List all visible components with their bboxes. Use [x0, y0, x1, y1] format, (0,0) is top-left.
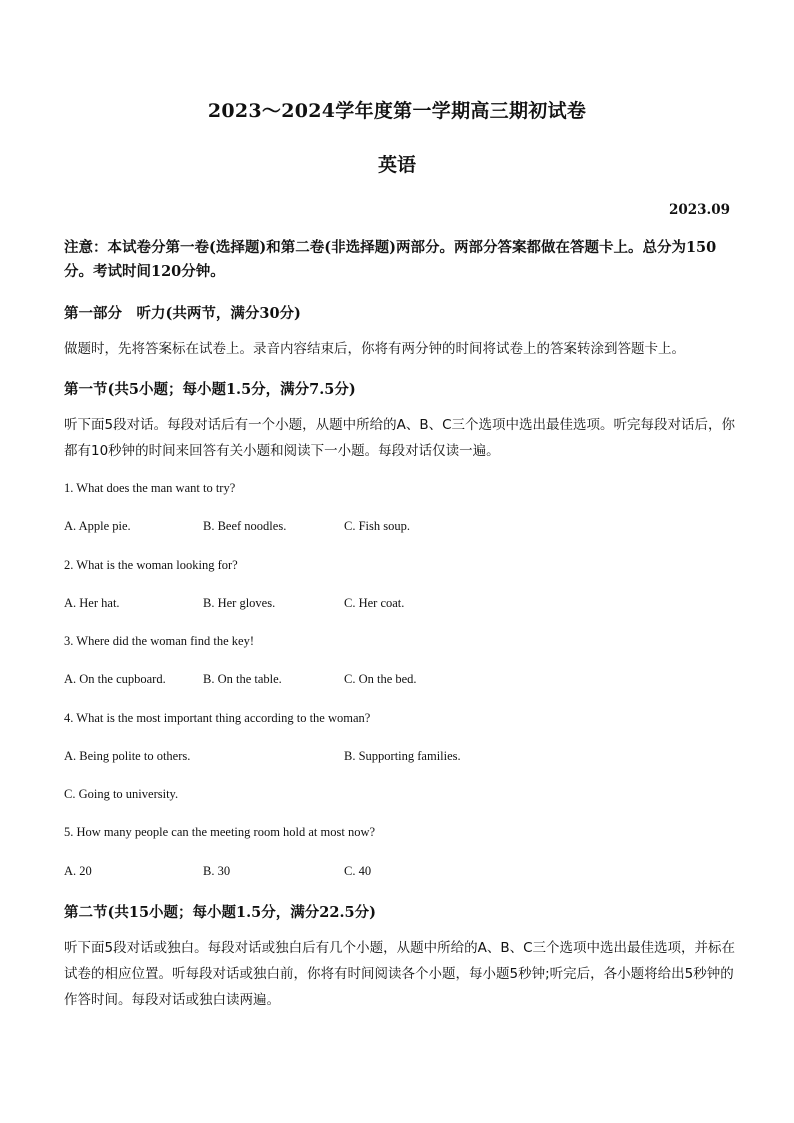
question-3-option-a: A. On the cupboard.	[64, 672, 166, 686]
question-3-option-c: C. On the bed.	[344, 672, 417, 686]
question-1-stem: 1. What does the man want to try?	[64, 481, 236, 495]
question-3-stem: 3. Where did the woman find the key!	[64, 634, 254, 648]
part1-instruction: 做题时，先将答案标在试卷上。录音内容结束后，你将有两分钟的时间将试卷上的答案转涂到答题卡上。	[64, 341, 685, 357]
question-4-option-b: B. Supporting families.	[344, 749, 461, 763]
question-3-option-b: B. On the table.	[203, 672, 282, 686]
question-2-option-a: A. Her hat.	[64, 596, 120, 610]
section2-heading: 第二节(共15小题；每小题1.5分，满分22.5分)	[64, 904, 376, 921]
part1-heading: 第一部分 听力(共两节，满分30分)	[64, 305, 301, 322]
question-2-stem: 2. What is the woman looking for?	[64, 558, 238, 572]
exam-subject: 英语	[377, 154, 416, 176]
section1-instruction: 听下面5段对话。每段对话后有一个小题，从题中所给的A、B、C三个选项中选出最佳选项。听完每段对话后，你都有10秒钟的时间来回答有关小题和阅读下一小题。每段对话仅读一遍。	[64, 417, 736, 459]
question-2-option-c: C. Her coat.	[344, 596, 405, 610]
question-4-option-c: C. Going to university.	[64, 787, 179, 801]
section1-heading: 第一节(共5小题；每小题1.5分，满分7.5分)	[64, 381, 356, 398]
exam-date: 2023.09	[668, 202, 730, 218]
question-4-option-a: A. Being polite to others.	[64, 749, 191, 763]
question-1-option-a: A. Apple pie.	[64, 519, 131, 533]
section2-instruction: 听下面5段对话或独白。每段对话或独白后有几个小题，从题中所给的A、B、C三个选项中选出最佳选项，并标在试卷的相应位置。听每段对话或独白前，你将有时间阅读各个小题，每小题5秒钟;听完后，各小题将给出5秒钟的作答时间。每段对话或独白读两遍。	[64, 940, 736, 1008]
question-2-option-b: B. Her gloves.	[203, 596, 276, 610]
question-1-option-b: B. Beef noodles.	[203, 519, 287, 533]
exam-notice: 注意：本试卷分第一卷(选择题)和第二卷(非选择题)两部分。两部分答案都做在答题卡上。总分为150分。考试时间120分钟。	[64, 239, 717, 280]
question-5-stem: 5. How many people can the meeting room hold at most now?	[64, 825, 376, 839]
question-5-option-b: B. 30	[203, 864, 231, 878]
question-5-option-c: C. 40	[344, 864, 372, 878]
question-5-option-a: A. 20	[64, 864, 92, 878]
question-1-option-c: C. Fish soup.	[344, 519, 410, 533]
question-4-stem: 4. What is the most important thing according to the woman?	[64, 711, 371, 725]
exam-title: 2023～2024学年度第一学期高三期初试卷	[207, 100, 587, 122]
